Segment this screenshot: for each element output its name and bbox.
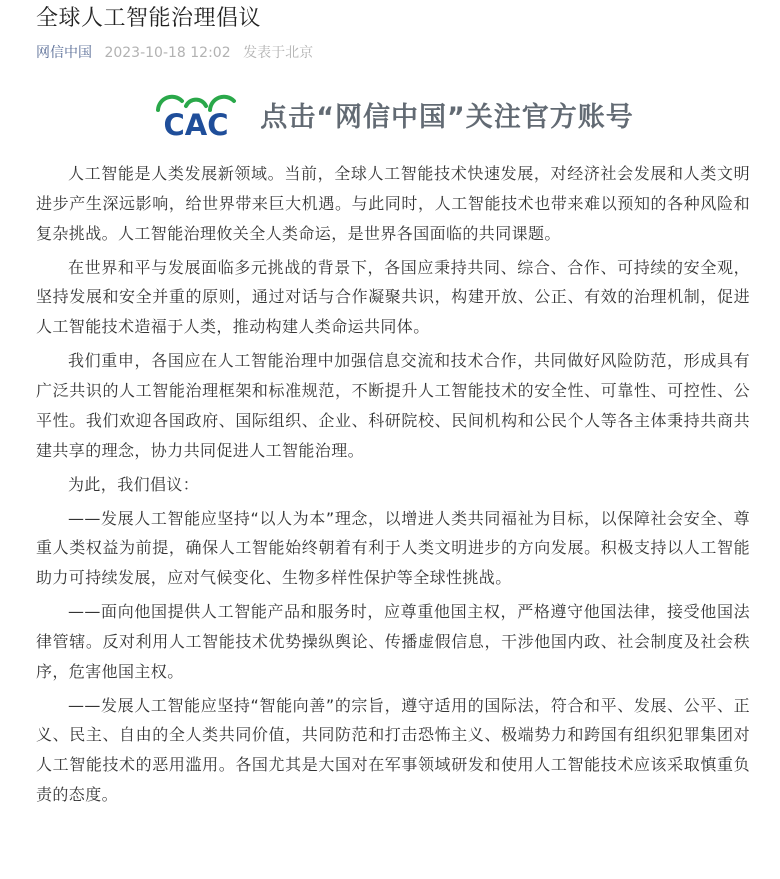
article-meta (36, 43, 750, 63)
cac-logo-icon (152, 91, 240, 137)
article-paragraph: 为此，我们倡议： (68, 474, 200, 494)
account-name-link[interactable]: 网信中国 (36, 45, 92, 61)
page-title: 全球人工智能治理倡议 (36, 6, 262, 31)
cac-logo-text: CAC (163, 108, 229, 137)
article-paragraph: 在世界和平与发展面临多元挑战的背景下，各国应秉持共同、综合、合作、可持续的安全观，坚持发展和安全并重的原则，通过对话与合作凝聚共识，构建开放、公正、有效的治理机制，促进人工智能技术造福于人类，推动构建人类命运共同体。 (36, 257, 750, 337)
follow-account-banner[interactable] (36, 91, 750, 137)
article-body (36, 159, 750, 810)
article-paragraph: ——面向他国提供人工智能产品和服务时，应尊重他国主权，严格遵守他国法律，接受他国法律管辖。反对利用人工智能技术优势操纵舆论、传播虚假信息，干涉他国内政、社会制度及社会秩序，危害他国主权。 (36, 602, 750, 681)
article-paragraph: ——发展人工智能应坚持“以人为本”理念，以增进人类共同福祉为目标，以保障社会安全、尊重人类权益为前提，确保人工智能始终朝着有利于人类文明进步的方向发展。积极支持以人工智能助力可持续发展，应对气候变化、生物多样性保护等全球性挑战。 (36, 508, 750, 588)
publish-location: 发表于北京 (243, 45, 314, 61)
article-paragraph: ——发展人工智能应坚持“智能向善”的宗旨，遵守适用的国际法，符合和平、发展、公平、正义、民主、自由的全人类共同价值，共同防范和打击恐怖主义、极端势力和跨国有组织犯罪集团对人工智能技术的恶用滥用。各国尤其是大国对在军事领域研发和使用人工智能技术应该采取慎重负责的态度。 (36, 695, 750, 805)
follow-banner-text: 点击“网信中国”关注官方账号 (260, 101, 634, 133)
article-paragraph: 人工智能是人类发展新领域。当前，全球人工智能技术快速发展，对经济社会发展和人类文明进步产生深远影响，给世界带来巨大机遇。与此同时，人工智能技术也带来难以预知的各种风险和复杂挑战。人工智能治理攸关全人类命运，是世界各国面临的共同课题。 (36, 164, 750, 243)
publish-time: 2023-10-18 12:02 (104, 45, 231, 61)
article-paragraph: 我们重申，各国应在人工智能治理中加强信息交流和技术合作，共同做好风险防范，形成具有广泛共识的人工智能治理框架和标准规范，不断提升人工智能技术的安全性、可靠性、可控性、公平性。我们欢迎各国政府、国际组织、企业、科研院校、民间机构和公民个人等各主体秉持共商共建共享的理念，协力共同促进人工智能治理。 (36, 351, 750, 460)
